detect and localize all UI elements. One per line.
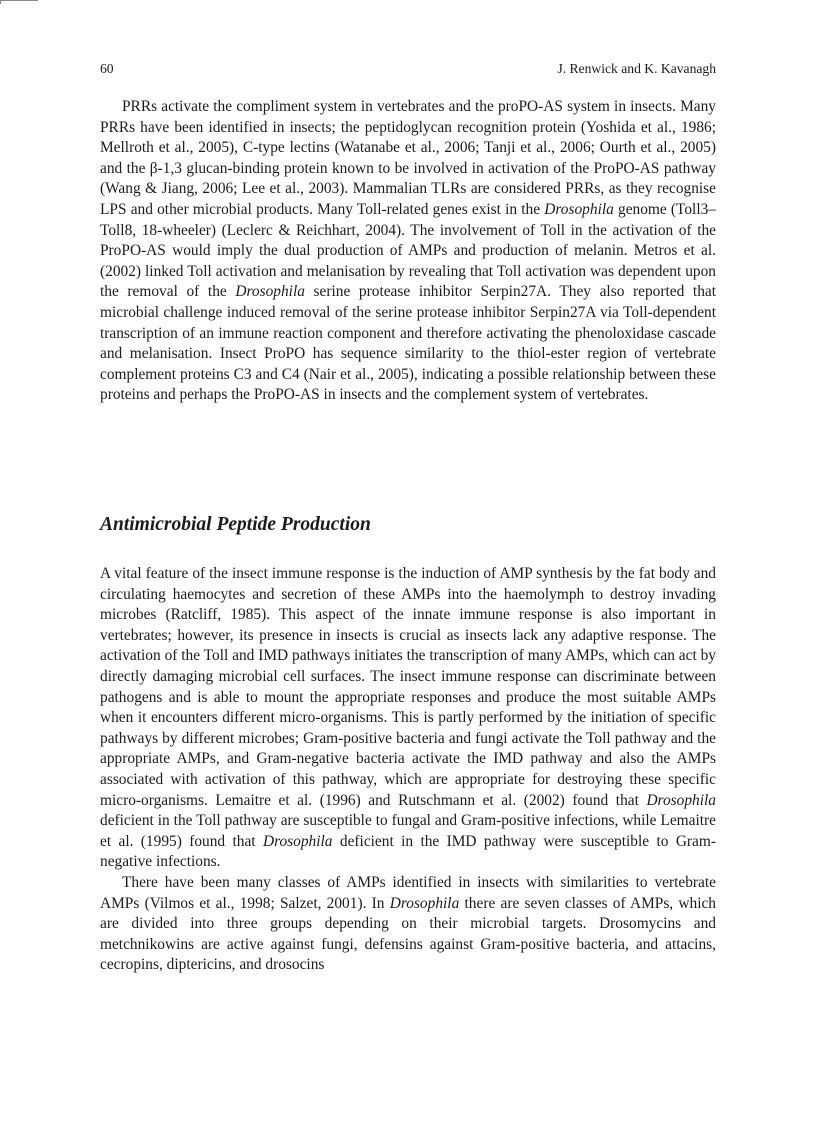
text-run: There have been many classes of AMPs identified in insects with similarities to vertebrate AMPs (Vilmos et al., 1998; Salzet, 2001). In <box>100 873 716 912</box>
body-text-lower <box>100 564 716 976</box>
text-run: there are seven classes of AMPs, which are divided into three groups depending on their microbial targets. Drosomycins and metchnikowins are active against fungi, defensins against Gram-positive bacteria, and attacins, cecropins, diptericins, and drosocins <box>100 894 716 974</box>
paragraph <box>100 564 716 873</box>
text-run: PRRs activate the compliment system in vertebrates and the proPO-AS system in insects. Many PRRs have been identified in insects; the peptidoglycan recognition protein (Yoshida et al., 1986; Mellroth et al., 2005), C-type lectins (Watanabe et al., 2006; Tanji et al., 2006; Ourth et al., 2005) and the β-1,3 glucan-binding protein known to be involved in activation of the ProPO-AS pathway (Wang & Jiang, 2006; Lee et al., 2003). Mammalian TLRs are considered PRRs, as they recognise LPS and other microbial products. Many Toll-related genes exist in the <box>100 98 716 218</box>
paragraph <box>100 873 716 976</box>
italic-term: Drosophila <box>389 894 460 912</box>
text-run: serine protease inhibitor Serpin27A. They also reported that microbial challenge induced removal of the serine protease inhibitor Serpin27A via Toll-dependent transcription of an immune reaction component and therefore activating the phenoloxidase cascade and melanisation. Insect ProPO has sequence similarity to the thiol-ester region of vertebrate complement proteins C3 and C4 (Nair et al., 2005), indicating a possible relationship between these proteins and perhaps the ProPO-AS in insects and the complement system of vertebrates. <box>100 283 716 404</box>
crop-mark <box>0 0 38 1</box>
italic-term: Drosophila <box>544 200 614 218</box>
italic-term: Drosophila <box>646 791 716 809</box>
text-run: deficient in the IMD pathway were susceptible to Gram-negative infections. <box>100 832 716 871</box>
crop-mark <box>0 0 1 4</box>
text-run: genome (Toll3–Toll8, 18-wheeler) (Leclerc & Reichhart, 2004). The involvement of Toll in the activation of the ProPO-AS would imply the dual production of AMPs and production of melanin. Metros et al. (2002) linked Toll activation and melanisation by revealing that Toll activation was dependent upon the removal of the <box>100 200 716 301</box>
italic-term: Drosophila <box>235 283 305 301</box>
body-text-upper <box>100 97 716 406</box>
text-run: A vital feature of the insect immune response is the induction of AMP synthesis by the fat body and circulating haemocytes and secretion of these AMPs into the haemolymph to destroy invading microbes (Ratcliff, 1985). This aspect of the innate immune response is also important in vertebrates; however, its presence in insects is crucial as insects lack any adaptive response. The activation of the Toll and IMD pathways initiates the transcription of many AMPs, which can act by directly damaging microbial cell surfaces. The insect immune response can discriminate between pathogens and is able to mount the appropriate responses and produce the most suitable AMPs when it encounters different micro-organisms. This is partly performed by the initiation of specific pathways by different microbes; Gram-positive bacteria and fungi activate the Toll pathway and the appropriate AMPs, and Gram-negative bacteria activate the IMD pathway and also the AMPs associated with activation of this pathway, which are appropriate for destroying these specific micro-organisms. Lemaitre et al. (1996) and Rutschmann et al. (2002) found that <box>100 565 716 809</box>
text-run: deficient in the Toll pathway are susceptible to fungal and Gram-positive infections, while Lemaitre et al. (1995) found that <box>100 812 716 850</box>
paragraph <box>100 97 716 406</box>
italic-term: Drosophila <box>262 832 333 850</box>
section-heading: Antimicrobial Peptide Production <box>100 514 371 535</box>
page-number: 60 <box>100 61 114 76</box>
running-head: J. Renwick and K. Kavanagh <box>557 61 716 76</box>
